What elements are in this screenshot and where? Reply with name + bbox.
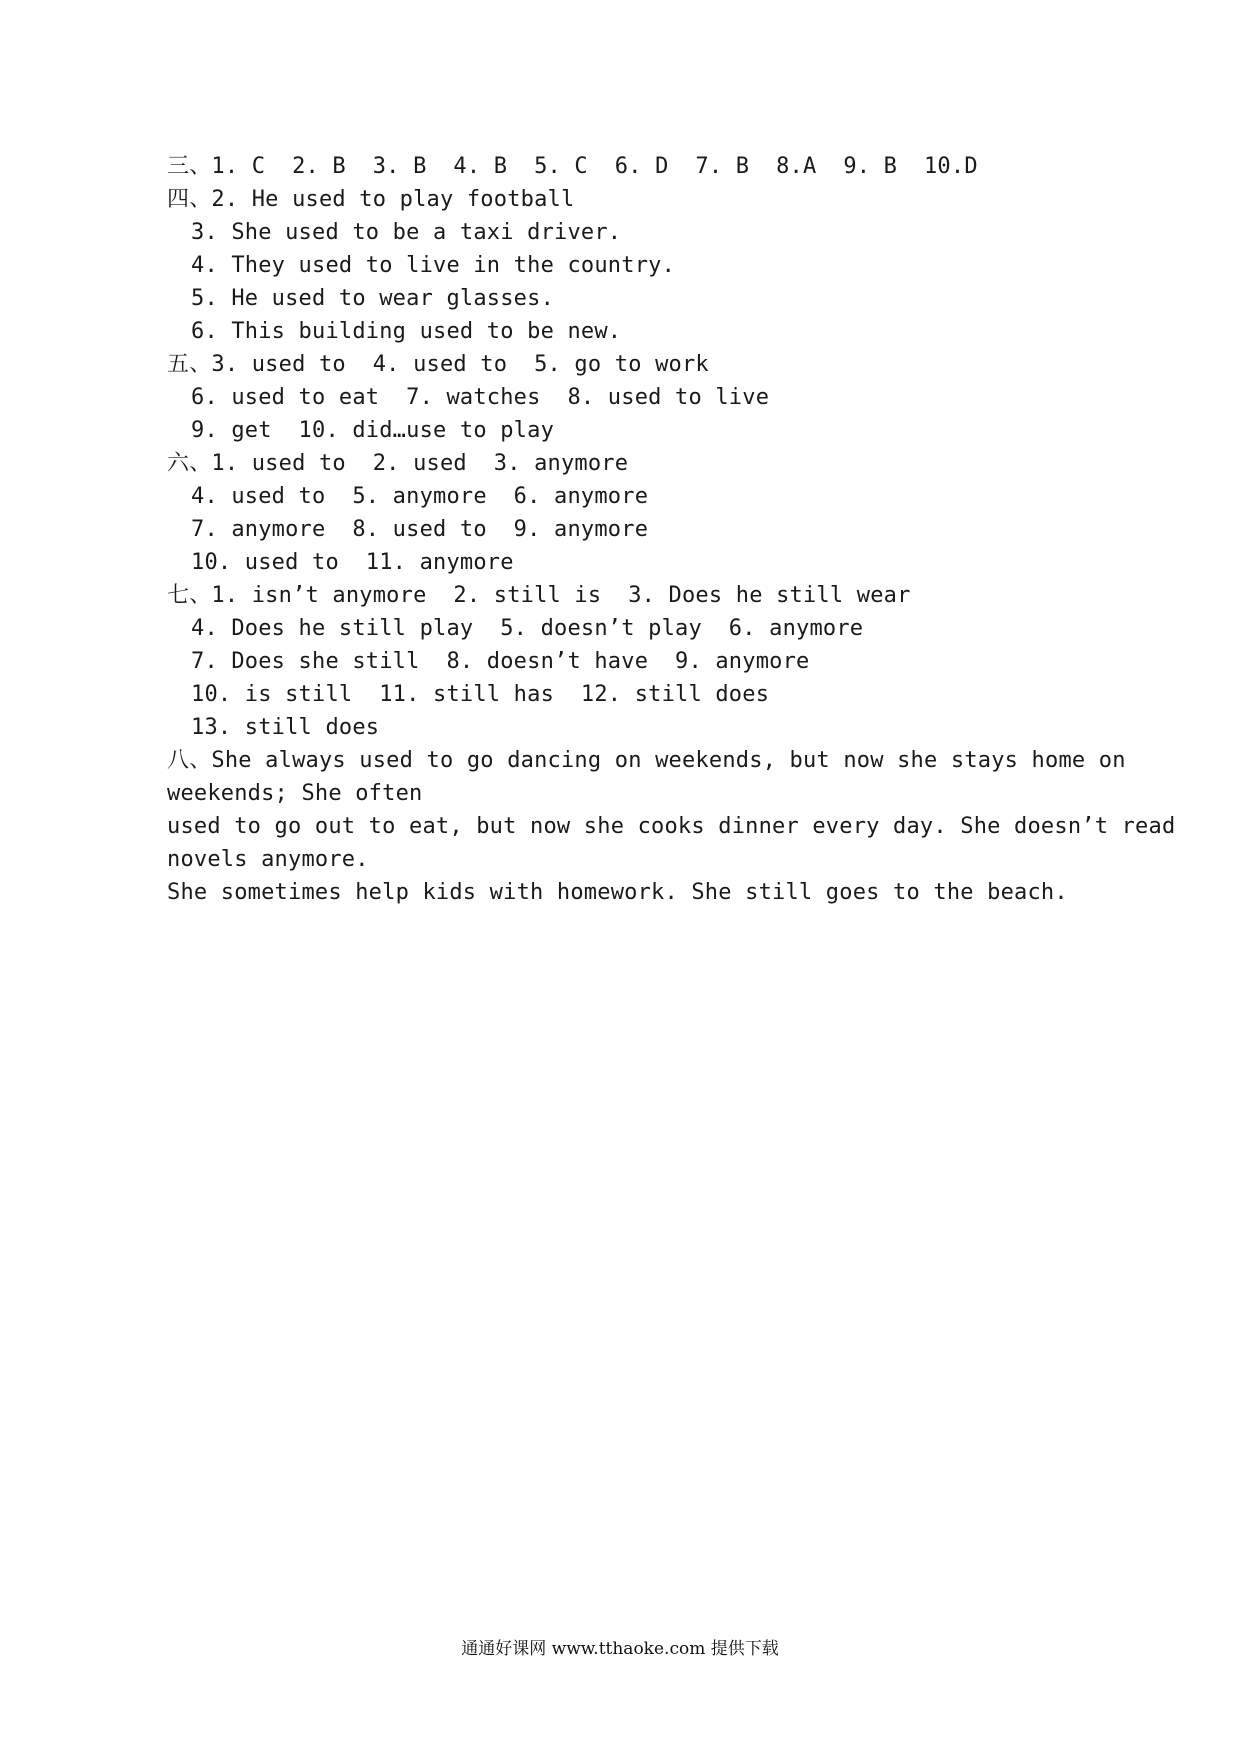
section-6-line-4: 10. used to 11. anymore [191, 550, 514, 575]
section-4-line-4: 5. He used to wear glasses. [191, 286, 555, 311]
section-6-line-1: 六、1. used to 2. used 3. anymore [167, 451, 629, 476]
section-5-line-1: 五、3. used to 4. used to 5. go to work [167, 352, 709, 377]
section-7-line-1: 七、1. isn’t anymore 2. still is 3. Does he still wear [167, 583, 911, 608]
answer-key [167, 150, 1176, 909]
page-footer: 通通好课网 www.tthaoke.com 提供下载 [461, 1639, 779, 1659]
section-4-line-5: 6. This building used to be new. [191, 319, 622, 344]
section-8-line-4: novels anymore. [167, 847, 369, 872]
section-8-line-5: She sometimes help kids with homework. She still goes to the beach. [167, 880, 1068, 905]
section-6-line-2: 4. used to 5. anymore 6. anymore [191, 484, 649, 509]
section-4-line-1: 四、2. He used to play football [167, 187, 575, 212]
section-6-line-3: 7. anymore 8. used to 9. anymore [191, 517, 649, 542]
section-5-line-3: 9. get 10. did…use to play [191, 418, 555, 443]
section-8-line-2: weekends; She often [167, 781, 423, 806]
section-7-line-2: 4. Does he still play 5. doesn’t play 6. anymore [191, 616, 864, 641]
section-5-line-2: 6. used to eat 7. watches 8. used to live [191, 385, 770, 410]
section-7-line-5: 13. still does [191, 715, 380, 740]
section-8-line-1: 八、She always used to go dancing on weekends, but now she stays home on [167, 748, 1126, 773]
section-8-line-3: used to go out to eat, but now she cooks dinner every day. She doesn’t read [167, 814, 1176, 839]
section-7-line-3: 7. Does she still 8. doesn’t have 9. anymore [191, 649, 810, 674]
section-7-line-4: 10. is still 11. still has 12. still does [191, 682, 770, 707]
section-4-line-2: 3. She used to be a taxi driver. [191, 220, 622, 245]
section-3-line-1: 三、1. C 2. B 3. B 4. B 5. C 6. D 7. B 8.A 9. B 10.D [167, 154, 978, 179]
section-4-line-3: 4. They used to live in the country. [191, 253, 676, 278]
